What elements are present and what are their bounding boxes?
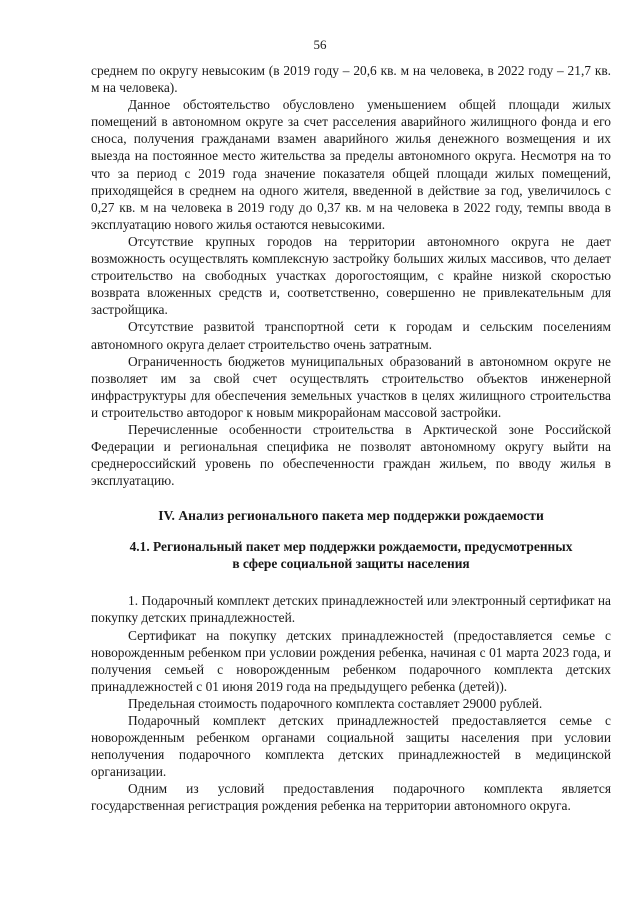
page-number: 56 [313, 37, 327, 52]
subsection-heading [91, 538, 611, 592]
section-heading: IV. Анализ регионального пакета мер поддержки рождаемости [158, 508, 544, 524]
subsection-heading-line-2: в сфере социальной защиты населения [232, 556, 470, 572]
paragraph: Перечисленные особенности строительства в Арктической зоне Российской Федерации и региональная специфика не позволят автономному округу выйти на среднероссийский уровень по обеспеченности граждан жильем, по вводу жилья в эксплуатацию. [91, 421, 611, 489]
paragraph: среднем по округу невысоким (в 2019 году – 20,6 кв. м на человека, в 2022 году – 21,7 кв. м на человека). [91, 63, 611, 96]
paragraph: Одним из условий предоставления подарочного комплекта является государственная регистрация рождения ребенка на территории автономного округа. [91, 781, 611, 814]
paragraph: Предельная стоимость подарочного комплекта составляет 29000 рублей. [128, 695, 543, 711]
paragraph: Данное обстоятельство обусловлено уменьшением общей площади жилых помещений в автономном округе за счет расселения аварийного жилищного фонда и его сноса, получения гражданами взамен аварийного жилья денежного возмещения и их выезда на постоянное место жительства за пределы автономного округа. Несмотря на то что за период с 2019 года значение показателя общей площади жилых помещений, приходящейся в среднем на одного жителя, введенной в действие за год, увеличилось с 0,27 кв. м на человека в 2019 году до 0,37 кв. м на человека в 2022 году, темпы ввода в эксплуатацию нового жилья остаются невысокими. [91, 97, 611, 232]
list-item-text: Подарочный комплект детских принадлежностей или электронный сертификат на покупку детских принадлежностей. [91, 593, 611, 626]
paragraph: Ограниченность бюджетов муниципальных образований в автономном округе не позволяет им за свой счет осуществлять строительство объектов инженерной инфраструктуры для обеспечения земельных участков в целях жилищного строительства и строительство автодорог к новым микрорайонам массовой застройки. [91, 353, 611, 420]
paragraph: Подарочный комплект детских принадлежностей предоставляется семье с новорожденным ребенком органами социальной защиты населения при условии неполучения подарочного комплекта детских принадлежностей в медицинской организации. [91, 713, 611, 780]
paragraph: Отсутствие крупных городов на территории автономного округа не дает возможность осуществлять комплексную застройку больших жилых массивов, что делает строительство на свободных участках дорогостоящим, с крайне низкой скоростью возврата вложенных средств и, соответственно, совершенно не привлекательным для застройщика. [91, 233, 611, 318]
subsection-heading-line-1: 4.1. Региональный пакет мер поддержки рождаемости, предусмотренных [129, 539, 573, 555]
document-body [91, 62, 611, 815]
list-item-number: 1. [128, 593, 139, 609]
paragraph: Отсутствие развитой транспортной сети к городам и сельским поселениям автономного округа делает строительство очень затратным. [91, 319, 611, 352]
list-item-paragraph [91, 592, 611, 626]
paragraph: Сертификат на покупку детских принадлежностей (предоставляется семье с новорожденным ребенком при условии рождения ребенка, начиная с 01 марта 2023 года, и получения семьей с новорожденным ребенком подарочного комплекта детских принадлежностей с 01 июня 2019 года на предыдущего ребенка (детей)). [91, 627, 611, 694]
